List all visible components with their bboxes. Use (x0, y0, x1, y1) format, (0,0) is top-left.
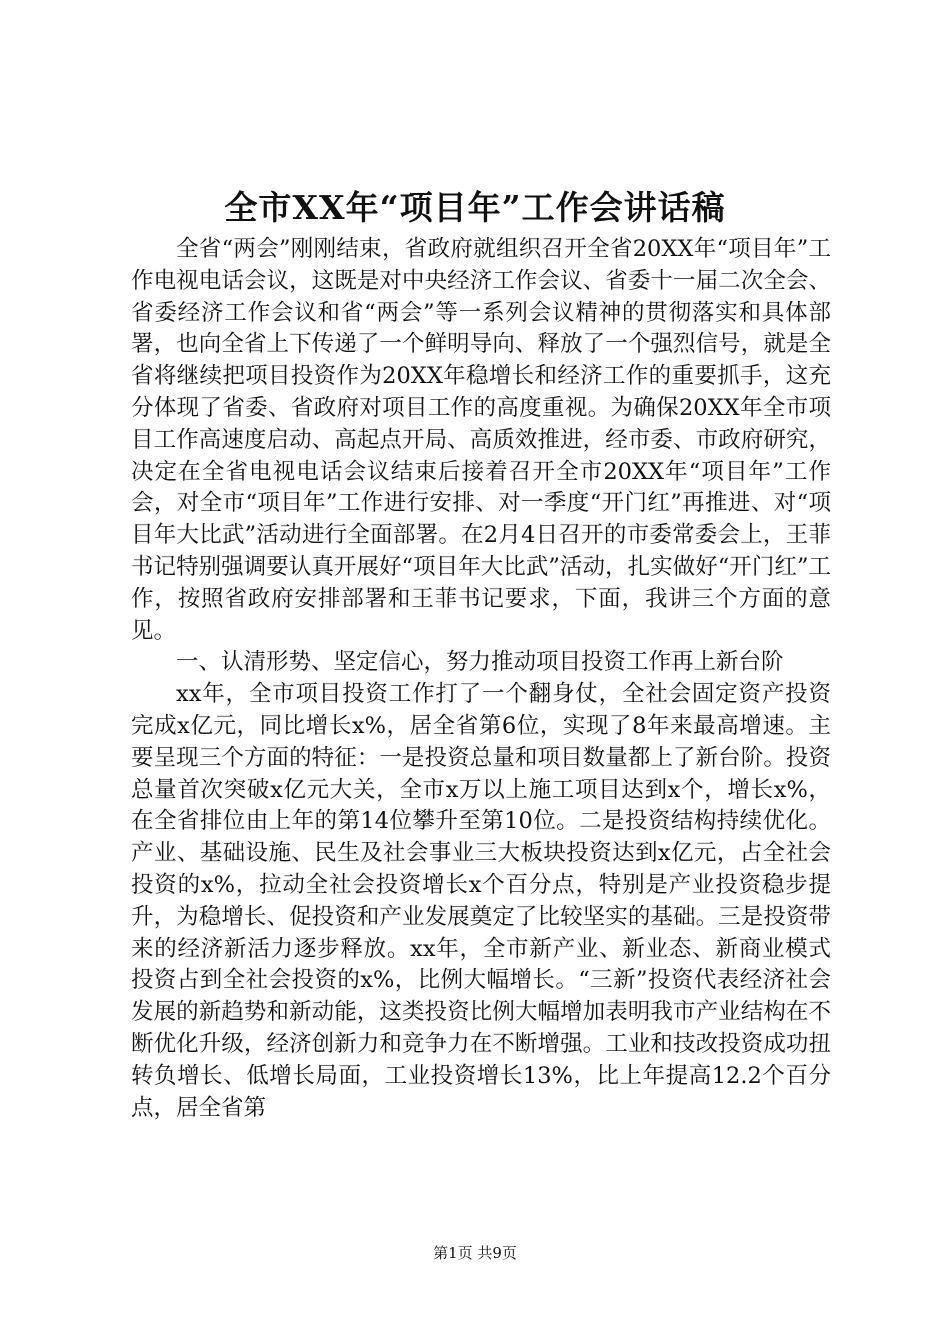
document-body (131, 234, 831, 1124)
document-title: 全市XX年“项目年”工作会讲话稿 (224, 188, 726, 227)
section-heading-1: 一、认清形势、坚定信心，努力推动项目投资工作再上新台阶 (176, 649, 784, 676)
page-number-footer: 第1页 共9页 (433, 1244, 517, 1262)
paragraph-intro: 全省“两会”刚刚结束，省政府就组织召开全省20XX年“项目年”工作电视电话会议，这既是对中央经济工作会议、省委十一届二次全会、省委经济工作会议和省“两会”等一系列会议精神的贯彻落实和具体部署，也向全省上下传递了一个鲜明导向、释放了一个强烈信号，就是全省将继续把项目投资作为20XX年稳增长和经济工作的重要抓手，这充分体现了省委、省政府对项目工作的高度重视。为确保20XX年全市项目工作高速度启动、高起点开局、高质效推进，经市委、市政府研究，决定在全省电视电话会议结束后接着召开全市20XX年“项目年”工作会，对全市“项目年”工作进行安排、对一季度“开门红”再推进、对“项目年大比武”活动进行全面部署。在2月4日召开的市委常委会上，王菲书记特别强调要认真开展好“项目年大比武”活动，扎实做好“开门红”工作，按照省政府安排部署和王菲书记要求，下面，我讲三个方面的意见。 (131, 236, 831, 644)
paragraph-investment-review: xx年，全市项目投资工作打了一个翻身仗，全社会固定资产投资完成x亿元，同比增长x%，居全省第6位，实现了8年来最高增速。主要呈现三个方面的特征：一是投资总量和项目数量都上了新台阶。投资总量首次突破x亿元大关，全市x万以上施工项目达到x个，增长x%，在全省排位由上年的第14位攀升至第10位。二是投资结构持续优化。产业、基础设施、民生及社会事业三大板块投资达到x亿元，占全社会投资的x%，拉动全社会投资增长x个百分点，特别是产业投资稳步提升，为稳增长、促投资和产业发展奠定了比较坚实的基础。三是投资带来的经济新活力逐步释放。xx年，全市新产业、新业态、新商业模式投资占到全社会投资的x%，比例大幅增长。“三新”投资代表经济社会发展的新趋势和新动能，这类投资比例大幅增加表明我市产业结构在不断优化升级，经济创新力和竞争力在不断增强。工业和技改投资成功扭转负增长、低增长局面，工业投资增长13%，比上年提高12.2个百分点，居全省第 (131, 681, 831, 1121)
